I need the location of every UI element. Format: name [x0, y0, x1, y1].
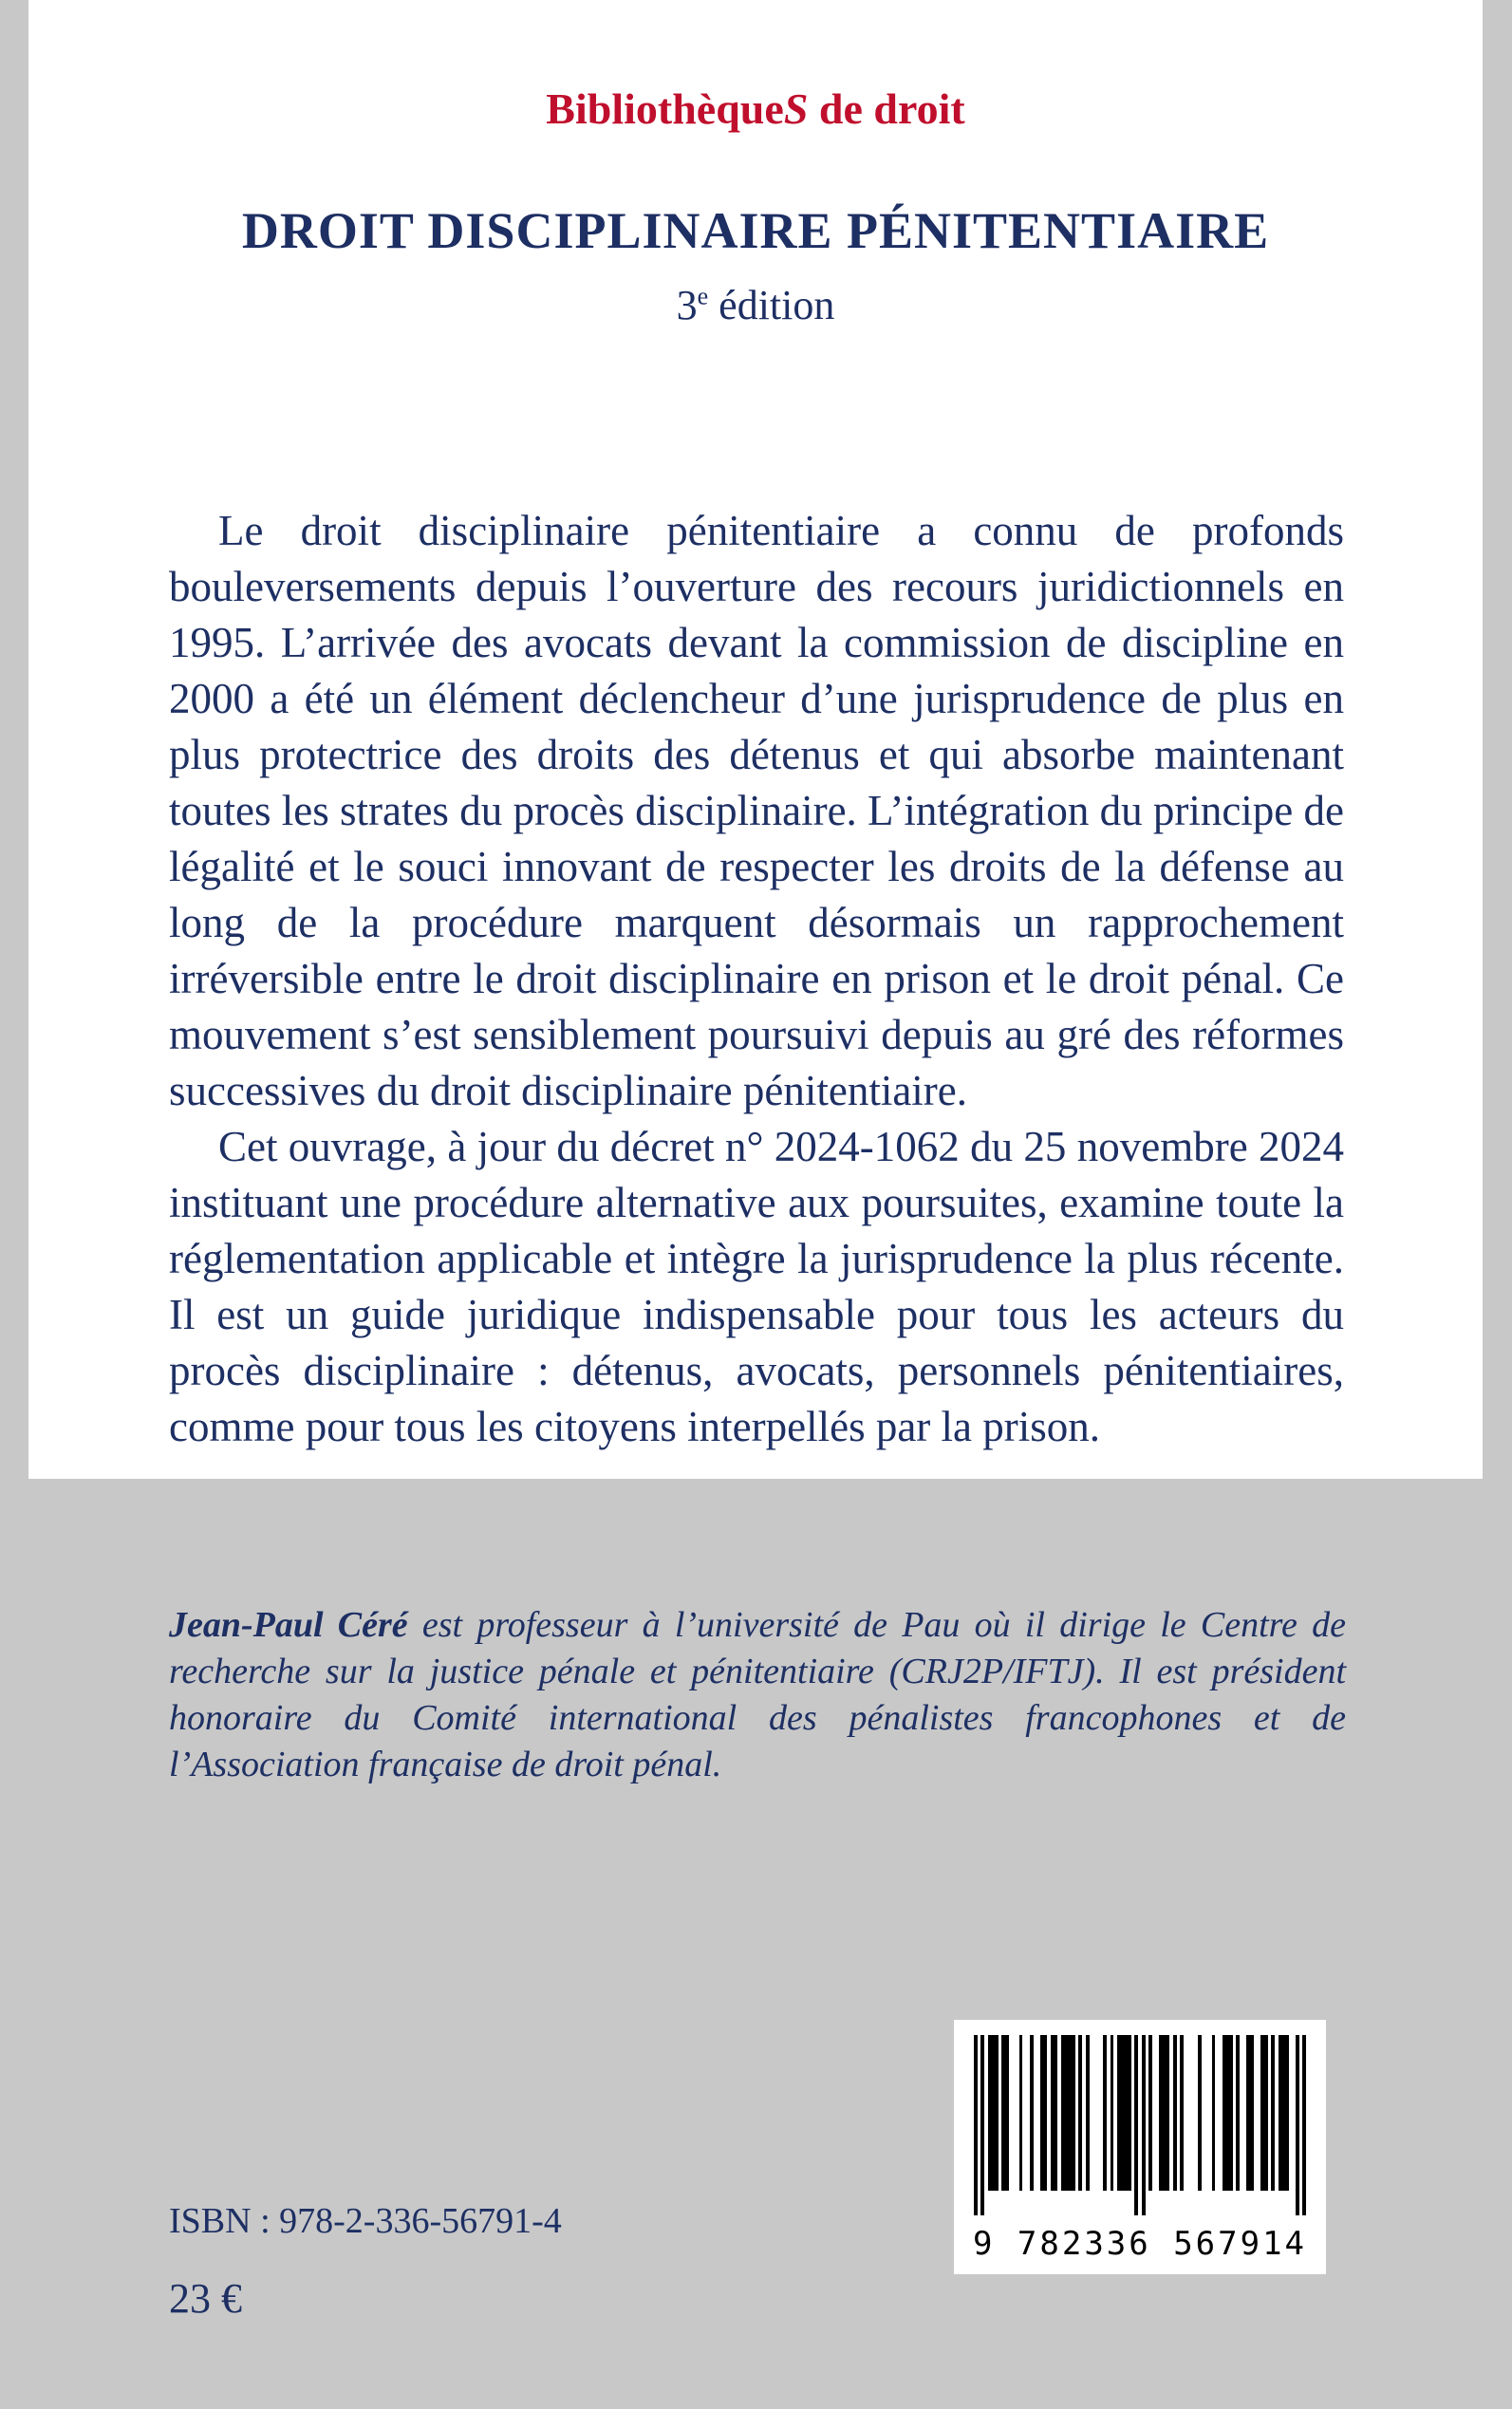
cover-main-panel	[28, 0, 1483, 1479]
price: 23 €	[169, 2275, 242, 2322]
author-bio	[169, 1602, 1346, 1788]
edition-superscript: e	[697, 282, 709, 310]
isbn-line: ISBN : 978-2-336-56791-4	[169, 2201, 562, 2241]
paragraph-1: Le droit disciplinaire pénitentiaire a connu de profonds bouleversements depuis l’ouverture des recours juridictionnels en 1995. L’arrivée des avocats devant la commission de discipline en 2000 a été un élément déclencheur d’une jurisprudence de plus en plus protectrice des droits des détenus et qui absorbe maintenant toutes les strates du procès disciplinaire. L’intégration du principe de légalité et le souci innovant de respecter les droits de la défense au long de la procédure marquent désormais un rapprochement irréversible entre le droit disciplinaire en prison et le droit pénal. Ce mouvement s’est sensiblement poursuivi depuis au gré des réformes successives du droit disciplinaire pénitentiaire.	[169, 507, 1345, 1114]
barcode	[954, 2020, 1326, 2274]
book-title: DROIT DISCIPLINAIRE PÉNITENTIAIRE	[241, 202, 1270, 259]
barcode-digits: 9 782336 567914	[972, 2225, 1308, 2263]
edition-line	[28, 281, 1483, 329]
edition-number: 3	[676, 282, 698, 328]
author-name: Jean-Paul Céré	[169, 1605, 408, 1645]
back-cover-text	[169, 503, 1344, 1455]
author-bio-text: est professeur à l’université de Pau où il dirige le Centre de recherche sur la justice pénale et pénitentiaire (CRJ2P/IFTJ). Il est président honoraire du Comité international des pénalistes francophones et de l’Association française de droit pénal.	[169, 1605, 1346, 1784]
barcode-bars	[954, 2020, 1326, 2225]
paragraph-2: Cet ouvrage, à jour du décret n° 2024-1062 du 25 novembre 2024 instituant une procédure alternative aux poursuites, examine toute la réglementation applicable et intègre la jurisprudence la plus récente. Il est un guide juridique indispensable pour tous les acteurs du procès disciplinaire : détenus, avocats, personnels pénitentiaires, comme pour tous les citoyens interpellés par la prison.	[169, 1123, 1344, 1450]
series-title-pre: Bibliothèque	[546, 84, 784, 133]
series-title-italic-s: S	[783, 84, 809, 133]
series-title	[28, 84, 1483, 134]
series-title-post: de droit	[808, 84, 965, 133]
edition-text: édition	[708, 282, 835, 328]
